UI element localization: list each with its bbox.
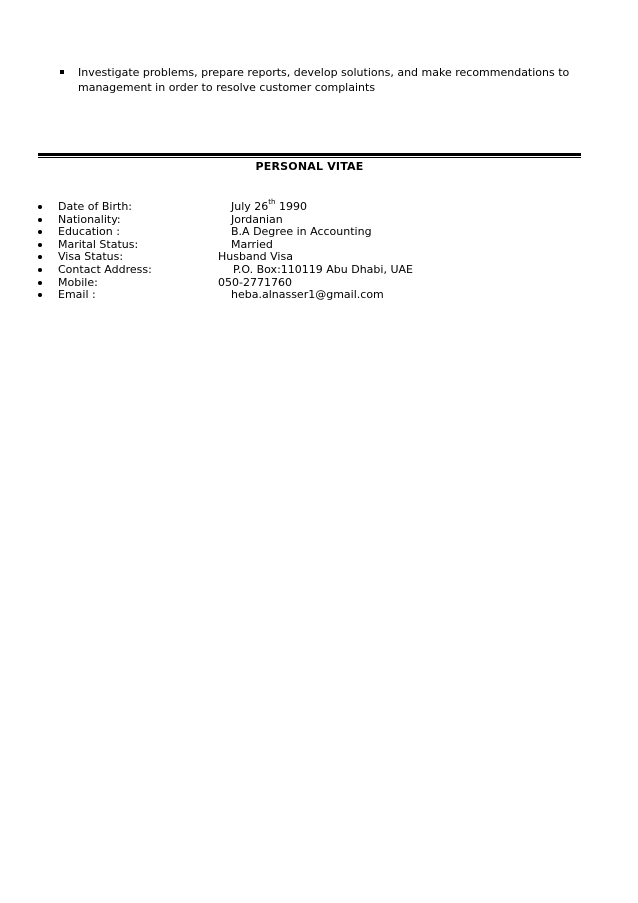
detail-value: Jordanian [231, 212, 283, 226]
detail-row-contact-address [38, 264, 598, 277]
detail-row-education [38, 226, 598, 239]
bullet-icon [38, 218, 42, 222]
detail-value: B.A Degree in Accounting [231, 225, 372, 239]
detail-row-email [38, 289, 598, 302]
detail-value: P.O. Box:110119 Abu Dhabi, UAE [233, 262, 413, 276]
bullet-icon [38, 230, 42, 234]
detail-label: Nationality: [58, 212, 121, 226]
bullet-icon [38, 293, 42, 297]
detail-label: Marital Status: [58, 237, 139, 251]
divider-thin-line [38, 157, 581, 158]
bullet-icon [38, 205, 42, 209]
detail-value [231, 198, 307, 214]
bullet-icon [38, 243, 42, 247]
divider-thick-line [38, 153, 581, 156]
detail-label: Visa Status: [58, 250, 124, 264]
detail-label: Mobile: [58, 275, 98, 289]
section-divider [38, 153, 581, 158]
dob-month: July 26 [231, 200, 269, 213]
bullet-icon [38, 255, 42, 259]
detail-value: Husband Visa [218, 250, 293, 264]
detail-label: Education : [58, 225, 120, 239]
detail-label: Contact Address: [58, 262, 152, 276]
responsibility-item-text: Investigate problems, prepare reports, develop solutions, and make recommendations to management in order to resolve customer complaints [78, 66, 570, 94]
dob-year: 1990 [275, 200, 307, 213]
detail-value: 050-2771760 [218, 275, 292, 289]
detail-value: heba.alnasser1@gmail.com [231, 288, 384, 302]
square-bullet-icon [60, 70, 64, 74]
dob-ordinal-suffix: th [268, 198, 276, 207]
detail-label: Email : [58, 288, 96, 302]
detail-value: Married [231, 237, 273, 251]
bullet-icon [38, 281, 42, 285]
detail-row-date-of-birth [38, 198, 598, 214]
detail-label: Date of Birth: [58, 200, 133, 213]
section-title: PERSONAL VITAE [255, 160, 364, 173]
bullet-icon [38, 268, 42, 272]
personal-details-list [38, 198, 598, 302]
